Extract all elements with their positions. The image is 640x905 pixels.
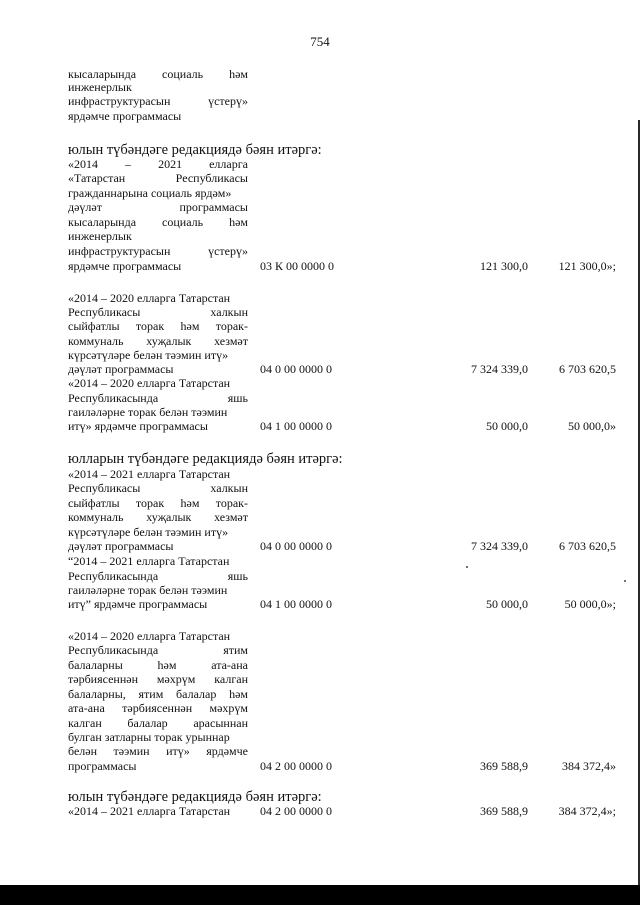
amount-value: 384 372,4» — [562, 759, 616, 773]
text-line: булган затларны торак урыннар — [68, 730, 230, 744]
scan-speck — [624, 580, 626, 582]
amount-value: 50 000,0»; — [564, 597, 616, 611]
text-line: гаиләләрне торак белән тәэмин — [68, 583, 228, 597]
amount-value: 7 324 339,0 — [471, 362, 528, 376]
text-line: «2014 – 2020 елларга Татарстан — [68, 376, 231, 390]
text-line: программасы — [68, 759, 137, 773]
text-line: ярдәмче программасы — [68, 259, 182, 273]
text-line: Республикасы халкын — [68, 305, 248, 319]
text-line: «2014 – 2021 елларга Татарстан — [68, 804, 231, 818]
text-line: сыйфатлы торак һәм торак- — [68, 319, 248, 333]
text-line: «2014 – 2020 елларга Татарстан — [68, 291, 231, 305]
text-line: Республикасында яшь — [68, 391, 248, 405]
text-line: сыйфатлы торак һәм торак- — [68, 496, 248, 510]
amount-value: 384 372,4»; — [558, 804, 616, 818]
budget-code: 03 К 00 0000 0 — [260, 259, 335, 273]
text-line: кысаларында социаль һәм — [68, 67, 248, 81]
text-line: күрсәтүләре белән тәэмин итү» — [68, 348, 229, 362]
text-line: «2014 – 2020 елларга Татарстан — [68, 629, 231, 643]
amount-value: 369 588,9 — [480, 759, 528, 773]
page-number: 754 — [310, 34, 330, 49]
text-line: балаларны, ятим балалар һәм — [68, 687, 248, 701]
text-line: инженерлык — [68, 80, 132, 94]
text-line: итү” ярдәмче программасы — [68, 597, 208, 611]
text-line: ата-ана тәрбиясеннән мәхрүм — [68, 701, 248, 715]
budget-code: 04 2 00 0000 0 — [260, 759, 332, 773]
text-line: “2014 – 2021 елларга Татарстан — [68, 554, 230, 568]
amount-value: 6 703 620,5 — [559, 362, 616, 376]
text-line: гражданнарына социаль ярдәм» — [68, 186, 232, 200]
text-line: «2014 – 2021 елларга — [68, 157, 248, 171]
section-heading: юлын түбәндәге редакциядә бәян итәргә: — [68, 789, 322, 805]
text-line: «2014 – 2021 елларга Татарстан — [68, 467, 231, 481]
amount-value: 50 000,0» — [568, 419, 616, 433]
budget-code: 04 1 00 0000 0 — [260, 419, 332, 433]
text-line: Республикасында яшь — [68, 569, 248, 583]
text-line: коммуналь хуҗалык хезмәт — [68, 510, 248, 524]
text-line: белән тәэмин итү» ярдәмче — [68, 744, 248, 758]
amount-value: 121 300,0»; — [558, 259, 616, 273]
text-line: тәрбиясеннән мәхрүм калган — [68, 672, 248, 686]
text-line: Республикасында ятим — [68, 643, 248, 657]
text-line: калган балалар арасыннан — [68, 716, 248, 730]
budget-code: 04 2 00 0000 0 — [260, 804, 332, 818]
text-line: Республикасы халкын — [68, 481, 248, 495]
text-line: балаларны һәм ата-ана — [68, 658, 248, 672]
amount-value: 7 324 339,0 — [471, 539, 528, 553]
section-heading: юлын түбәндәге редакциядә бәян итәргә: — [68, 142, 322, 158]
budget-code: 04 0 00 0000 0 — [260, 362, 332, 376]
text-line: дәүләт программасы — [68, 362, 174, 376]
amount-value: 6 703 620,5 — [559, 539, 616, 553]
text-line: күрсәтүләре белән тәэмин итү» — [68, 525, 229, 539]
budget-code: 04 1 00 0000 0 — [260, 597, 332, 611]
text-line: ярдәмче программасы — [68, 109, 182, 123]
text-line: гаиләләрне торак белән тәэмин — [68, 405, 228, 419]
text-line: итү» ярдәмче программасы — [68, 419, 208, 433]
amount-value: 50 000,0 — [486, 419, 528, 433]
section-heading: юлларын түбәндәге редакциядә бәян итәргә: — [68, 451, 343, 467]
text-line: инженерлык — [68, 229, 132, 243]
text-line: дәүләт программасы — [68, 200, 248, 214]
amount-value: 369 588,9 — [480, 804, 528, 818]
amount-value: 50 000,0 — [486, 597, 528, 611]
amount-value: 121 300,0 — [480, 259, 528, 273]
budget-code: 04 0 00 0000 0 — [260, 539, 332, 553]
text-line: дәүләт программасы — [68, 539, 174, 553]
text-line: инфраструктурасын үстерү» — [68, 244, 248, 258]
scan-speck — [466, 566, 468, 568]
scan-bottom-bar — [0, 885, 640, 905]
text-line: инфраструктурасын үстерү» — [68, 94, 248, 108]
text-line: коммуналь хуҗалык хезмәт — [68, 334, 248, 348]
text-line: кысаларында социаль һәм — [68, 215, 248, 229]
text-line: «Татарстан Республикасы — [68, 171, 248, 185]
